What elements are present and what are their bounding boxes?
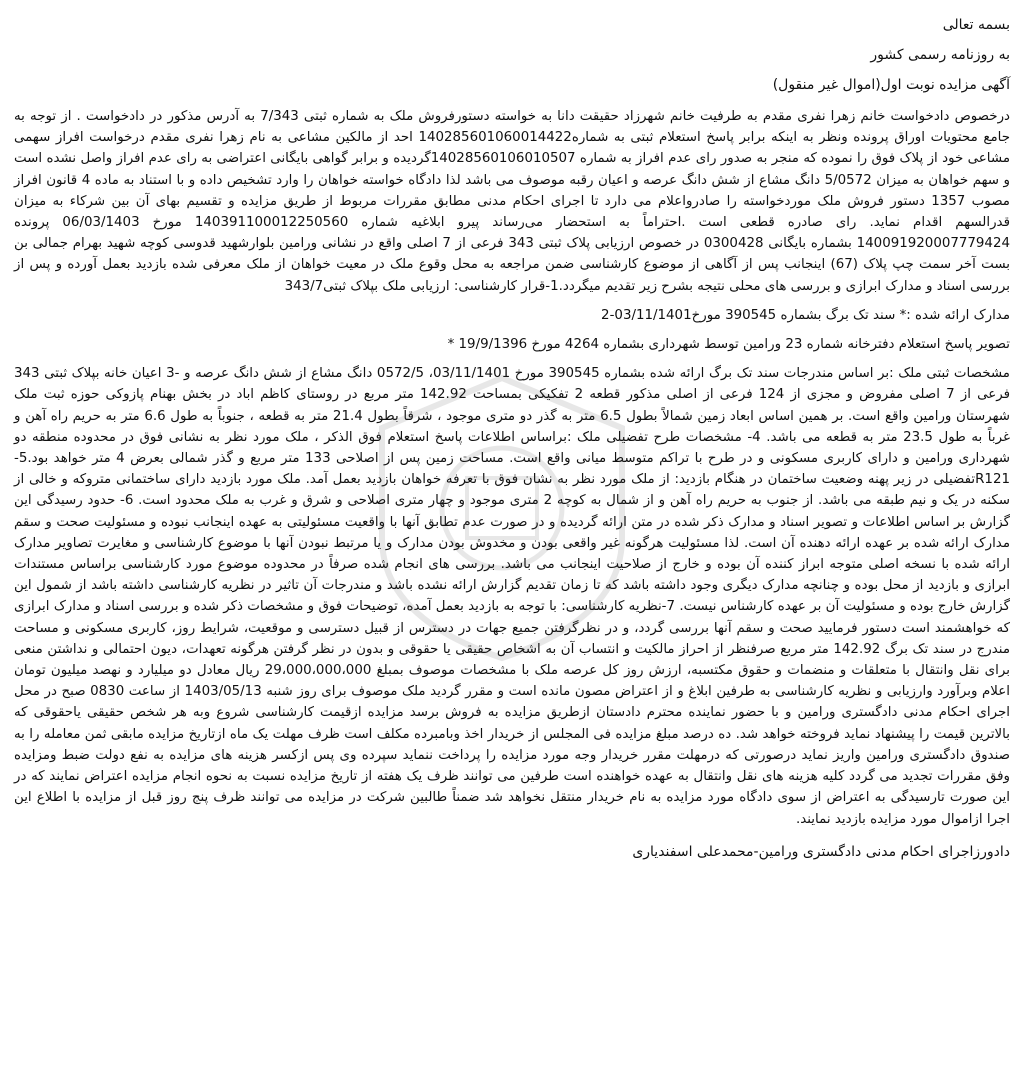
- paragraph-inquiry: تصویر پاسخ استعلام دفترخانه شماره 23 ورامین توسط شهرداری بشماره 4264 مورخ 19/9/1396 *: [447, 337, 1010, 353]
- paragraph-court-ruling: درخصوص دادخواست خانم زهرا نفری مقدم به طرفیت خانم شهرزاد حقیقت دانا به خواسته دستورفروش ملک به شماره ثبتی 7/343 به آدرس مذکور در دادخواست . از توجه به جامع محتویات اوراق پرونده ونظر به اینکه برابر پاسخ استعلام ثبتی به شماره140285601060014422 احد از مالکین مشاعی به نام زهرا نفری مقدم درخواست افراز سهمی مشاعی خود از پلاک فوق را نموده که منجر به صدور رای عدم افراز به شماره 140285601060105​07گردیده و برابر گواهی بایگانی اعتراضی به رای عدم افراز واصل نشده است و سهم خواهان به میزان 5/0572 دانگ مشاع از شش دانگ عرصه و اعیان رقبه موصوف می باشد لذا دادگاه خواسته خواهان را وارد تشخیص داده و با استناد به ماده 4 قانون افراز مصوب 1357 دستور فروش ملک موردخواسته را صادرواعلام می دارد تا اجرای احکام مدنی مطابق مقررات مربوط از طریق مزایده و تقسیم بهای آن بین شرکاء به میزان قدرالسهم اقدام نماید. رای صادره قطعی است .احتراماً به استحضار می‌رساند پیرو ابلاغیه شماره 140391100012250560 مورخ 06/03/1403 پرونده 140091920007779424 بشماره بایگانی 0300428 در خصوص ارزیابی پلاک ثبتی 343 فرعی از 7 اصلی واقع در نشانی ورامین بلوارشهید قدوسی کوچه شهید بهرام جمالی بن بست آخر سمت چپ پلاک (67) اینجانب پس از آگاهی از موضوع کارشناسی ضمن مراجعه به محل وقوع ملک در معیت خواهان از ملک معرفی شده بازدید بعمل آورده و پس از بررسی اسناد و مدارک ابرازی و بررسی های محلی نتیجه بشرح زیر تقدیم میگردد.1-قرار کارشناسی: ارزیابی ملک بپلاک ثبتی343/7: [14, 109, 1011, 294]
- page-title: آگهی مزایده نوبت اول(اموال غیر منقول): [772, 77, 1010, 93]
- paragraph-documents: مدارک ارائه شده :* سند تک برگ بشماره 390545 مورخ03/11/1401-2: [601, 307, 1010, 323]
- paragraph-property-details: مشخصات ثبتی ملک :بر اساس مندرجات سند تک برگ ارائه شده بشماره 390545 مورخ 03/11/1401، 0572/5 دانگ مشاع از شش دانگ عرصه و -3 اعیان خانه بپلاک ثبتی 343 فرعی از 7 اصلی مفروض و مجزی از 124 فرعی از اصلی مذکور قطعه 2 تفکیکی بمساحت 142.92 متر مربع در روستای کاظم اباد در بخش بهنام پازوکی حوزه ثبت ملک شهرستان ورامین واقع است. بر همین اساس ابعاد زمین شمالاً بطول 6.5 متر به گذر دو متری موجود ، شرقاً بطول 21.4 متر به قطعه ، جنوباً به طول 6.6 متر به حریم راه آهن و غرباً به طول 23.5 متر به قطعه می باشد. 4- مشخصات طرح تفضیلی ملک :براساس اطلاعات پاسخ استعلام فوق الذکر ، ملک مورد نظر به نشانی فوق در محدوده منطقه دو شهرداری ورامین و دارای کاربری مسکونی و در طرح با تراکم متوسط میانی واقع است. مساحت زمین پس از اصلاحی 133 متر مربع و گذر شمالی بعرض 4 متر خواهد بود.5- R121تفضیلی در زیر پهنه وضعیت ساختمان در هنگام بازدید: از ملک مورد نظر به نشان فوق با تعرفه خواهان بازدید بعمل آمد. ملک مورد بازدید دارای ساختمانی متروکه و خالی از سکنه در یک و نیم طبقه می باشد. از جنوب به حریم راه آهن و از شمال به کوچه 2 متری موجود و چهار متری اصلاحی و شرق و غرب به ملک محدود است. 6- حدود رسیدگی این گزارش بر اساس اطلاعات و تصویر اسناد و مدارک ذکر شده در متن ارائه گردیده و در صورت عدم تطابق آنها با واقعیت مسئولیتی به عهده اینجانب نبوده و مسئولیت صحت و سقم مدارک ارائه شده بر عهده ارائه دهنده آن است. لذا مسئولیت هرگونه غیر واقعی بودن و مخدوش بودن مدارک و یا مرتبط نبودن آنها با موضوع کارشناسی و مغایرت تصاویر مدارک ارائه شده با نسخه اصلی متوجه ابراز کننده آن بوده و خارج از صلاحیت اینجانب می باشد. بررسی های انجام شده صرفاً در محدوده موضوع مورد کارشناسی براساس مستندات ابرازی و بازدید از محل بوده و چنانچه مدارک دیگری وجود داشته باشد که تا زمان تقدیم گزارش ارائه نشده باشد و مندرجات آن تاثیر در نظریه کارشناسی داشته باشد از شمول این گزارش خارج بوده و مسئولیت آن بر عهده کارشناس نیست. 7-نظریه کارشناسی: با توجه به بازدید بعمل آمده، توضیحات فوق و مشخصات ذکر شده و بررسی اسناد و مدارک ابرازی که خواهشمند است دستور فرمایید صحت و سقم آنها بررسی گردد، و در نظرگرفتن جمیع جهات در دسترس از قبیل دسترسی و موقعیت، شرایط روز، کاربری مسکونی و مساحت مندرج در سند تک برگ 142.92 متر مربع صرفنظر از احراز مالکیت و انتساب آن به اشخاص حقیقی یا حقوقی و بدون در نظر گرفتن هرگونه تعهدات، دیون احتمالی و نداشتن منعی برای نقل وانتقال با متعلقات و منضمات و حقوق مکتسبه، ارزش روز کل عرصه ملک با مشخصات موصوف بمبلغ 29،000،000،000 ریال معادل دو میلیارد و نهصد میلیون تومان اعلام وبرآورد وارزیابی و نظریه کارشناسی به طرفین ابلاغ و از اعتراض مصون مانده است و مقرر گردید ملک موصوف برای روز شنبه 1403/05/13 از ساعت 0830 صبح در محل اجرای احکام مدنی دادگستری ورامین و با حضور نماینده محترم دادستان ازطریق مزایده به فروش برسد مزایده ازقیمت کارشناسی شروع وبه هر شخص حقیقی یاحقوقی که بالاترین قیمت را پیشنهاد نماید فروخته خواهد شد. ده درصد مبلغ مزایده فی المجلس از خریدار اخذ وبامبرده مکلف است ظرف مهلت یک ماه ازتاریخ مزایده مابقی ثمن معامله را به صندوق دادگستری ورامین واریز نماید درصورتی که درمهلت مقرر خریدار وجه مورد مزایده را پرداخت ننماید سپرده وی پس ازکسر هزینه های مزایده به نفع دولت ضبط ومزایده وفق مقررات تجدید می گردد کلیه هزینه های نقل وانتقال به عهده خواهنده است طرفین می توانند ظرف یک هفته از تاریخ مزایده نسبت به نحوه انجام مزایده اعتراض نمایند که در این صورت تارسیدگی به اعتراض از سوی دادگاه مورد مزایده به نام خریدار منتقل نخواهد شد ضمناً طالبین شرکت در مزایده می توانند ظرف پنج روز قبل از مزایده با اطلاع این اجرا ازاموال مورد مزایده بازدید نمایند.: [14, 366, 1011, 827]
- signature-line: دادورزاجرای احکام مدنی دادگستری ورامین-محمدعلی اسفندیاری: [632, 843, 1010, 860]
- heading-bismillah: بسمه تعالی: [942, 17, 1010, 33]
- heading-recipient: به روزنامه رسمی کشور: [870, 47, 1010, 63]
